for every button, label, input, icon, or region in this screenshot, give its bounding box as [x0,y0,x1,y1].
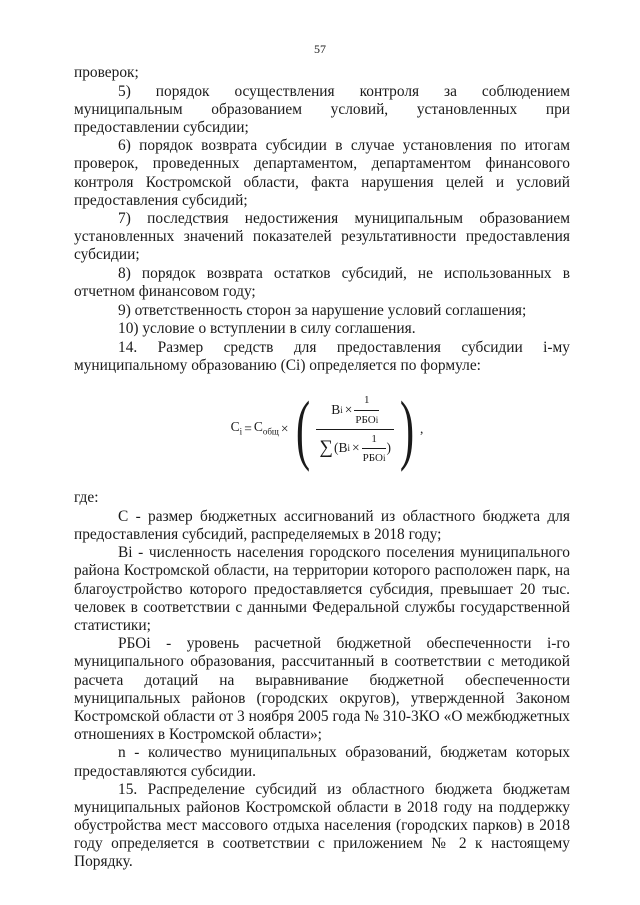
formula-close-paren: ) [399,385,415,473]
page-number: 57 [314,42,326,56]
paragraphs-after [74,508,570,872]
formula-open-paren: ( [296,385,311,473]
formula-comma: , [419,421,424,437]
paragraph: 15. Распределение субсидий из областного бюджета бюджетам муниципальных районов Костромской области в 2018 году на поддержку обустройства мест массового отдыха населения (городских парков) в 2018 году определяется в соответствии с приложением № 2 к настоящему Порядку. [74,781,570,871]
paragraph: 8) порядок возврата остатков субсидий, не использованных в отчетном финансовом году; [74,265,570,301]
paragraph: 14. Размер средств для предоставления субсидии i-му муниципальному образованию (Ci) определяется по формуле: [74,338,570,374]
paragraphs-before [74,64,570,375]
formula-equals: = [244,421,252,437]
paragraph: 6) порядок возврата субсидии в случае установления по итогам проверок, проведенных департаментом, департаментом финансового контроля Костромской области, факта нарушения целей и условий предоставления субсидий; [74,137,570,209]
formula-numerator: B i × 1 РБО i [328,391,382,428]
subsidy-formula [230,385,424,473]
formula-lhs: $C_i$ [230,418,243,437]
formula-denominator: ∑ ( B i × 1 РБО i ) [316,430,394,467]
formula-times: × [280,421,289,437]
formula-c-total: $C_{общ}$ [253,418,279,437]
sigma-symbol: ∑ [319,437,333,459]
formula-main-fraction [316,391,394,466]
document-body [74,64,570,872]
paragraph: Bi - численность населения городского поселения муниципального района Костромской области, на территории которого расположен парк, на благоустройство которого предоставляется субсидия, превышает 20 тыс. человек в соответствии с данными Федеральной службы государственной статистики; [74,544,570,634]
paragraph: 5) порядок осуществления контроля за соблюдением муниципальным образованием условий, установленных при предоставлении субсидии; [74,82,570,136]
paragraph: 7) последствия недостижения муниципальным образованием установленных значений показателей результативности предоставления субсидии; [74,210,570,264]
paragraph: 10) условие о вступлении в силу соглашения. [118,320,416,338]
formula-block [84,379,570,479]
paragraph: n - количество муниципальных образований, бюджетам которых предоставляются субсидии. [74,744,570,780]
where-label: где: [74,489,99,507]
paragraph: 9) ответственность сторон за нарушение условий соглашения; [118,301,527,319]
paragraph: проверок; [74,64,139,81]
paragraph: РБОi - уровень расчетной бюджетной обеспеченности i-го муниципального образования, рассчитанный в соответствии с методикой расчета дотаций на выравнивание бюджетной обеспеченности муниципальных районов (городских округов), утвержденной Законом Костромской области от 3 ноября 2005 года № 310-3КО «О межбюджетных отношениях в Костромской области»; [74,635,570,743]
paragraph: С - размер бюджетных ассигнований из областного бюджета для предоставления субсидий, распределяемых в 2018 году; [74,507,570,543]
formula-inner-fraction: 1 РБО i [355,394,379,426]
formula-inner-fraction-2: 1 РБО i [362,432,386,464]
